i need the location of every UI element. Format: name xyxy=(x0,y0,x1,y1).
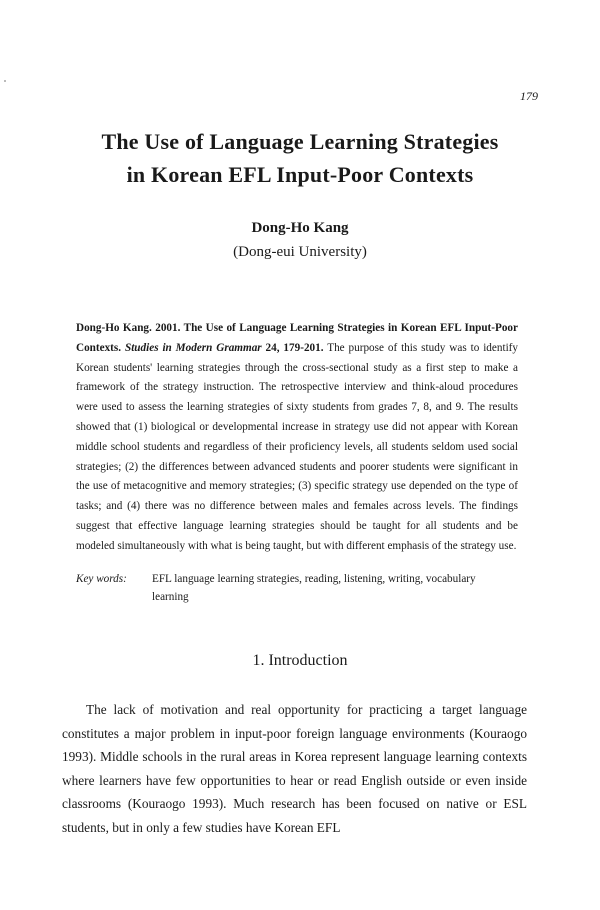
journal-pages: 24, 179-201. xyxy=(265,341,324,354)
page-number: 179 xyxy=(520,89,538,103)
paper-title xyxy=(40,125,560,191)
keywords-text: EFL language learning strategies, reading, listening, writing, vocabulary learning xyxy=(152,573,476,603)
author-affiliation: (Dong-eui University) xyxy=(233,244,367,260)
abstract xyxy=(76,319,518,557)
keywords xyxy=(76,570,518,606)
keywords-label: Key words: xyxy=(76,573,127,585)
title-line-2: in Korean EFL Input-Poor Contexts xyxy=(126,162,474,187)
scan-speck xyxy=(4,80,6,82)
abstract-citation: Dong-Ho Kang. 2001. The Use of Language Learning Strategies in Korean EFL Input-Poor Contexts. xyxy=(76,322,518,354)
title-line-1: The Use of Language Learning Strategies xyxy=(101,129,499,154)
journal-name: Studies in Modern Grammar xyxy=(124,341,262,354)
section-heading: 1. Introduction xyxy=(252,652,348,669)
body-paragraph: The lack of motivation and real opportunity for practicing a target language constitutes a major problem in input-poor foreign language environments (Kouraogo 1993). Middle schools in the rural areas in Korea represent language learning contexts where learners have few opportunities to hear or read English outside or even inside classrooms (Kouraogo 1993). Much research has been focused on native or ESL students, but in only a few studies have Korean EFL xyxy=(62,702,527,835)
author-name: Dong-Ho Kang xyxy=(251,220,349,236)
abstract-text: The purpose of this study was to identify Korean students' learning strategies through the cross-sectional study as a first step to make a framework of the strategy instruction. The retrospective interview and think-aloud procedures were used to assess the learning strategies of sixty students from grades 7, 8, and 9. The results showed that (1) biological or developmental increase in strategy use did not appear with Korean middle school students and regardless of their proficiency levels, all students seldom used social strategies; (2) the differences between advanced students and poorer students were significant in the use of metacognitive and memory strategies; (3) specific strategy use depended on the type of tasks; and (4) there was no difference between males and females across levels. The findings suggest that effective language learning strategies should be taught for all students and be modeled simultaneously with what is being taught, but with different emphasis of the strategy use. xyxy=(76,341,518,552)
